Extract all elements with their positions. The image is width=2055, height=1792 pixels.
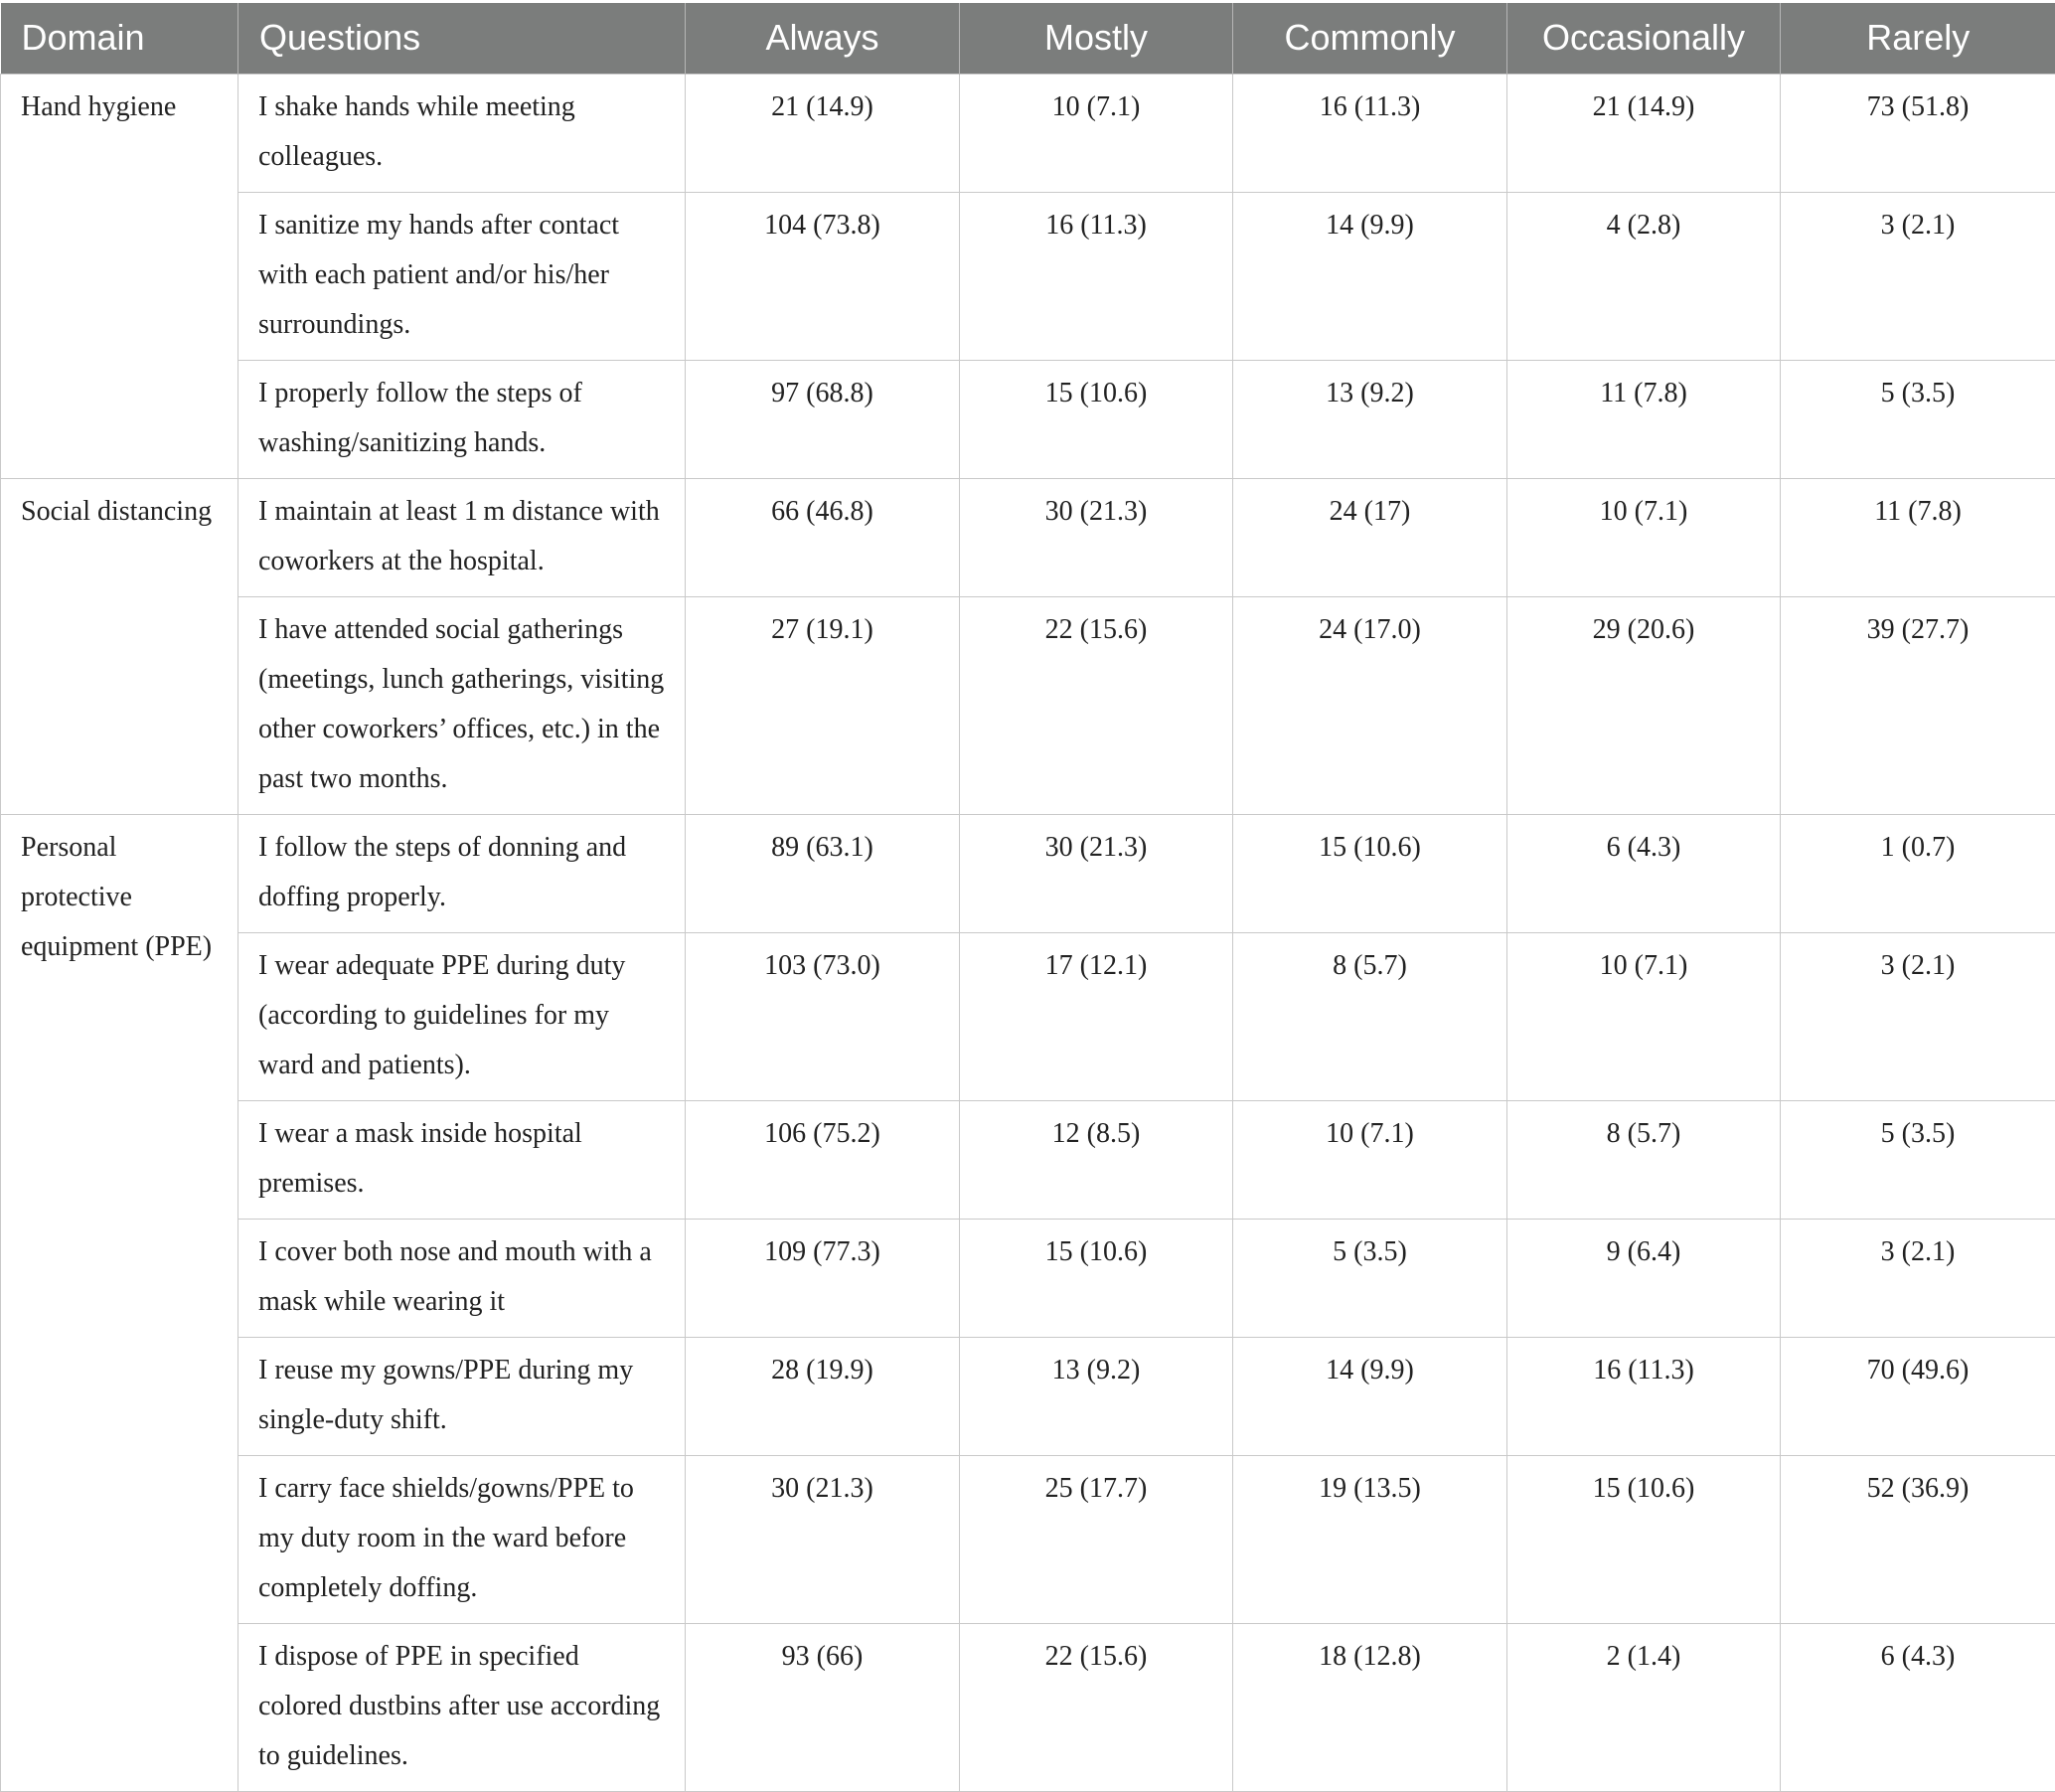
always-cell: 21 (14.9) <box>686 74 960 192</box>
commonly-cell: 15 (10.6) <box>1233 814 1507 932</box>
header-row <box>1 3 2055 74</box>
table-row <box>1 1337 2055 1455</box>
always-cell: 28 (19.9) <box>686 1337 960 1455</box>
commonly-cell: 24 (17) <box>1233 478 1507 596</box>
commonly-cell: 24 (17.0) <box>1233 596 1507 814</box>
rarely-cell: 1 (0.7) <box>1781 814 2055 932</box>
question-cell: I sanitize my hands after contact with each patient and/or his/her surroundings. <box>238 192 686 360</box>
mostly-cell: 30 (21.3) <box>960 814 1233 932</box>
question-cell: I reuse my gowns/PPE during my single-duty shift. <box>238 1337 686 1455</box>
mostly-cell: 16 (11.3) <box>960 192 1233 360</box>
always-cell: 66 (46.8) <box>686 478 960 596</box>
occasionally-cell: 8 (5.7) <box>1507 1100 1781 1219</box>
question-cell: I cover both nose and mouth with a mask while wearing it <box>238 1219 686 1337</box>
header-occasionally: Occasionally <box>1507 3 1781 74</box>
occasionally-cell: 4 (2.8) <box>1507 192 1781 360</box>
rarely-cell: 3 (2.1) <box>1781 1219 2055 1337</box>
mostly-cell: 10 (7.1) <box>960 74 1233 192</box>
occasionally-cell: 9 (6.4) <box>1507 1219 1781 1337</box>
always-cell: 97 (68.8) <box>686 360 960 478</box>
occasionally-cell: 21 (14.9) <box>1507 74 1781 192</box>
question-cell: I follow the steps of donning and doffing properly. <box>238 814 686 932</box>
occasionally-cell: 10 (7.1) <box>1507 478 1781 596</box>
mostly-cell: 15 (10.6) <box>960 1219 1233 1337</box>
mostly-cell: 13 (9.2) <box>960 1337 1233 1455</box>
always-cell: 103 (73.0) <box>686 932 960 1100</box>
mostly-cell: 15 (10.6) <box>960 360 1233 478</box>
occasionally-cell: 6 (4.3) <box>1507 814 1781 932</box>
table-row <box>1 1623 2055 1791</box>
table-header <box>1 3 2055 74</box>
always-cell: 89 (63.1) <box>686 814 960 932</box>
always-cell: 27 (19.1) <box>686 596 960 814</box>
commonly-cell: 14 (9.9) <box>1233 1337 1507 1455</box>
rarely-cell: 73 (51.8) <box>1781 74 2055 192</box>
rarely-cell: 5 (3.5) <box>1781 360 2055 478</box>
header-always: Always <box>686 3 960 74</box>
occasionally-cell: 11 (7.8) <box>1507 360 1781 478</box>
occasionally-cell: 29 (20.6) <box>1507 596 1781 814</box>
rarely-cell: 3 (2.1) <box>1781 932 2055 1100</box>
question-cell: I shake hands while meeting colleagues. <box>238 74 686 192</box>
always-cell: 104 (73.8) <box>686 192 960 360</box>
table-row <box>1 596 2055 814</box>
table-row <box>1 814 2055 932</box>
commonly-cell: 19 (13.5) <box>1233 1455 1507 1623</box>
question-cell: I properly follow the steps of washing/sanitizing hands. <box>238 360 686 478</box>
rarely-cell: 6 (4.3) <box>1781 1623 2055 1791</box>
question-cell: I carry face shields/gowns/PPE to my duty room in the ward before completely doffing. <box>238 1455 686 1623</box>
rarely-cell: 11 (7.8) <box>1781 478 2055 596</box>
always-cell: 109 (77.3) <box>686 1219 960 1337</box>
table-row <box>1 74 2055 192</box>
question-cell: I maintain at least 1 m distance with coworkers at the hospital. <box>238 478 686 596</box>
commonly-cell: 18 (12.8) <box>1233 1623 1507 1791</box>
rarely-cell: 70 (49.6) <box>1781 1337 2055 1455</box>
survey-table <box>0 3 2055 1792</box>
domain-cell: Social distancing <box>1 478 238 814</box>
header-questions: Questions <box>238 3 686 74</box>
always-cell: 106 (75.2) <box>686 1100 960 1219</box>
table-row <box>1 192 2055 360</box>
mostly-cell: 25 (17.7) <box>960 1455 1233 1623</box>
question-cell: I wear adequate PPE during duty (according to guidelines for my ward and patients). <box>238 932 686 1100</box>
table-row <box>1 1219 2055 1337</box>
header-mostly: Mostly <box>960 3 1233 74</box>
domain-cell: Hand hygiene <box>1 74 238 478</box>
commonly-cell: 5 (3.5) <box>1233 1219 1507 1337</box>
table-row <box>1 1455 2055 1623</box>
rarely-cell: 52 (36.9) <box>1781 1455 2055 1623</box>
mostly-cell: 17 (12.1) <box>960 932 1233 1100</box>
occasionally-cell: 16 (11.3) <box>1507 1337 1781 1455</box>
table-body <box>1 74 2055 1791</box>
header-commonly: Commonly <box>1233 3 1507 74</box>
question-cell: I have attended social gatherings (meetings, lunch gatherings, visiting other coworkers’ offices, etc.) in the past two months. <box>238 596 686 814</box>
occasionally-cell: 10 (7.1) <box>1507 932 1781 1100</box>
header-rarely: Rarely <box>1781 3 2055 74</box>
table-row <box>1 478 2055 596</box>
table-row <box>1 360 2055 478</box>
table-row <box>1 1100 2055 1219</box>
domain-cell: Personal protective equipment (PPE) <box>1 814 238 1791</box>
mostly-cell: 22 (15.6) <box>960 596 1233 814</box>
header-domain: Domain <box>1 3 238 74</box>
rarely-cell: 5 (3.5) <box>1781 1100 2055 1219</box>
commonly-cell: 8 (5.7) <box>1233 932 1507 1100</box>
mostly-cell: 22 (15.6) <box>960 1623 1233 1791</box>
commonly-cell: 16 (11.3) <box>1233 74 1507 192</box>
occasionally-cell: 2 (1.4) <box>1507 1623 1781 1791</box>
mostly-cell: 30 (21.3) <box>960 478 1233 596</box>
question-cell: I wear a mask inside hospital premises. <box>238 1100 686 1219</box>
question-cell: I dispose of PPE in specified colored dustbins after use according to guidelines. <box>238 1623 686 1791</box>
always-cell: 30 (21.3) <box>686 1455 960 1623</box>
occasionally-cell: 15 (10.6) <box>1507 1455 1781 1623</box>
commonly-cell: 10 (7.1) <box>1233 1100 1507 1219</box>
commonly-cell: 14 (9.9) <box>1233 192 1507 360</box>
rarely-cell: 39 (27.7) <box>1781 596 2055 814</box>
always-cell: 93 (66) <box>686 1623 960 1791</box>
mostly-cell: 12 (8.5) <box>960 1100 1233 1219</box>
rarely-cell: 3 (2.1) <box>1781 192 2055 360</box>
commonly-cell: 13 (9.2) <box>1233 360 1507 478</box>
table-row <box>1 932 2055 1100</box>
